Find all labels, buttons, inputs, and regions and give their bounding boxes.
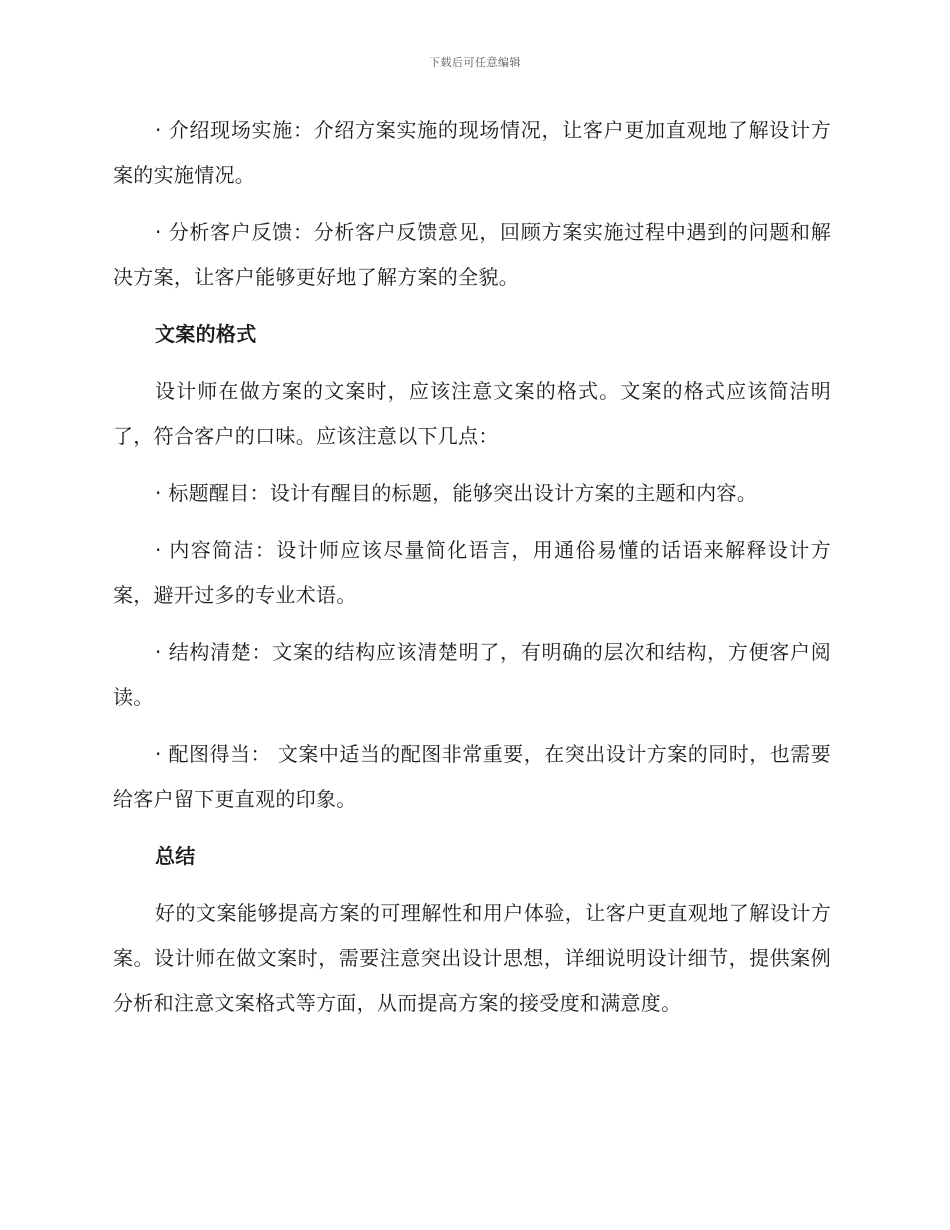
page-header: 下载后可任意编辑: [429, 56, 521, 69]
bullet-paragraph-title: · 标题醒目：设计有醒目的标题，能够突出设计方案的主题和内容。: [155, 481, 758, 505]
document-body: [113, 108, 831, 1038]
bullet-paragraph-onsite: · 介绍现场实施：介绍方案实施的现场情况，让客户更加直观地了解设计方案的实施情况。: [113, 118, 831, 187]
bullet-paragraph-feedback: · 分析客户反馈：分析客户反馈意见，回顾方案实施过程中遇到的问题和解决方案，让客户能够更好地了解方案的全貌。: [113, 220, 831, 289]
section-heading-summary: 总结: [155, 844, 196, 868]
paragraph-summary: 好的文案能够提高方案的可理解性和用户体验，让客户更直观地了解设计方案。设计师在做文案时，需要注意突出设计思想，详细说明设计细节，提供案例分析和注意文案格式等方面，从而提高方案的接受度和满意度。: [113, 901, 831, 1015]
section-heading-format: 文案的格式: [155, 322, 257, 346]
paragraph-format-intro: 设计师在做方案的文案时，应该注意文案的格式。文案的格式应该简洁明了，符合客户的口味。应该注意以下几点：: [113, 379, 831, 448]
bullet-paragraph-images: · 配图得当： 文案中适当的配图非常重要，在突出设计方案的同时，也需要给客户留下更直观的印象。: [113, 742, 831, 811]
bullet-paragraph-concise: · 内容简洁：设计师应该尽量简化语言，用通俗易懂的话语来解释设计方案，避开过多的专业术语。: [113, 538, 831, 607]
bullet-paragraph-structure: · 结构清楚：文案的结构应该清楚明了，有明确的层次和结构，方便客户阅读。: [113, 640, 831, 709]
